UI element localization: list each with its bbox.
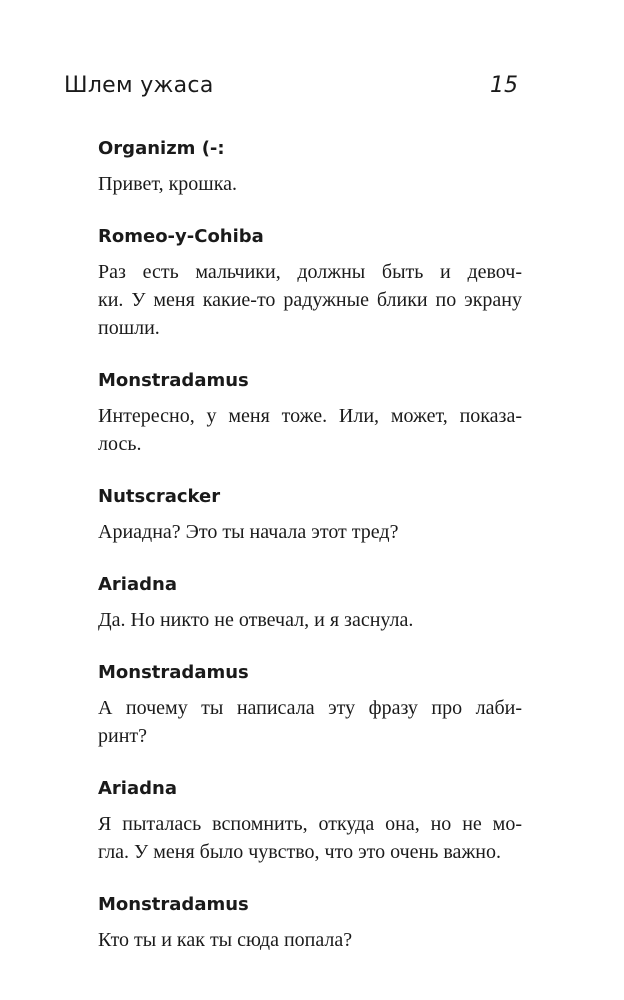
post-message xyxy=(98,258,522,342)
post xyxy=(98,368,522,458)
post xyxy=(98,892,522,954)
post-author: Nutscracker xyxy=(98,486,221,507)
post-message xyxy=(98,694,522,750)
post-author: Monstradamus xyxy=(98,662,249,683)
chat-transcript xyxy=(98,136,522,980)
message-line: Я пыталась вспомнить, откуда она, но не мо- xyxy=(98,813,522,835)
post-message xyxy=(98,926,522,954)
message-line: Кто ты и как ты сюда попала? xyxy=(98,929,353,951)
post-author: Organizm (-: xyxy=(98,138,225,159)
page-number: 15 xyxy=(490,73,518,98)
running-title: Шлем ужаса xyxy=(64,73,214,98)
message-line: Ариадна? Это ты начала этот тред? xyxy=(98,521,399,543)
post xyxy=(98,224,522,342)
post-author: Ariadna xyxy=(98,778,177,799)
post xyxy=(98,776,522,866)
post xyxy=(98,136,522,198)
message-line: ринт? xyxy=(98,725,148,747)
post-message xyxy=(98,810,522,866)
post-message xyxy=(98,402,522,458)
post-author: Romeo-y-Cohiba xyxy=(98,226,264,247)
post-author: Ariadna xyxy=(98,574,177,595)
message-line: пошли. xyxy=(98,317,160,339)
post-message xyxy=(98,518,522,546)
post xyxy=(98,484,522,546)
message-line: Раз есть мальчики, должны быть и девоч- xyxy=(98,261,522,283)
running-head xyxy=(64,73,518,105)
message-line: ки. У меня какие-то радужные блики по экрану xyxy=(98,289,522,311)
message-line: гла. У меня было чувство, что это очень важно. xyxy=(98,841,501,863)
message-line: Да. Но никто не отвечал, и я заснула. xyxy=(98,609,414,631)
post-author: Monstradamus xyxy=(98,370,249,391)
message-line: лось. xyxy=(98,433,142,455)
post-message xyxy=(98,170,522,198)
message-line: Привет, крошка. xyxy=(98,173,237,195)
post-message xyxy=(98,606,522,634)
post xyxy=(98,572,522,634)
post-author: Monstradamus xyxy=(98,894,249,915)
message-line: Интересно, у меня тоже. Или, может, показа- xyxy=(98,405,522,427)
post xyxy=(98,660,522,750)
message-line: А почему ты написала эту фразу про лаби- xyxy=(98,697,522,719)
